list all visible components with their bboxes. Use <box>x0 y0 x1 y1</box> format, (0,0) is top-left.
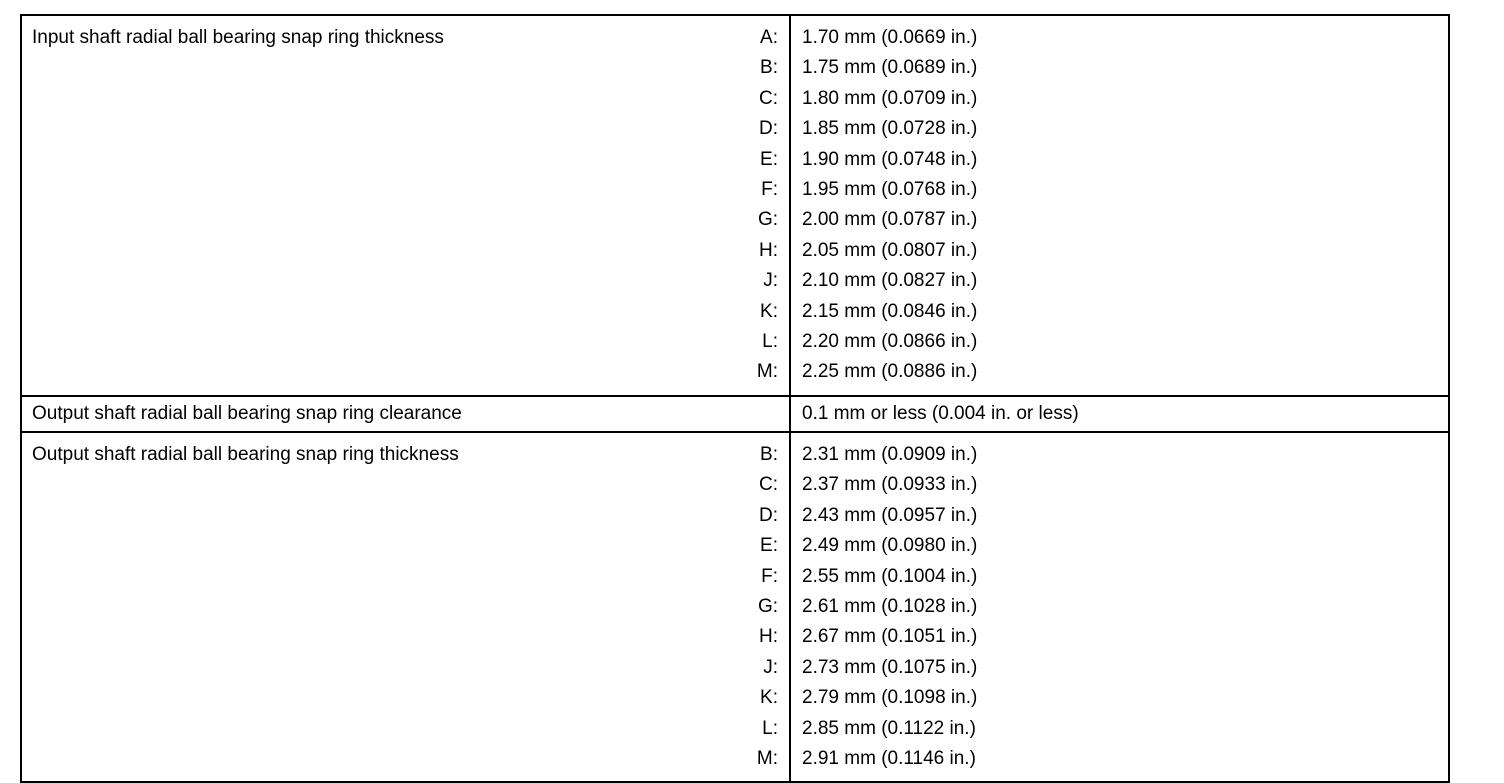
size-code: J: <box>763 270 778 292</box>
size-code: D: <box>759 504 778 526</box>
spec-value-cell <box>790 396 1449 432</box>
spec-value-cell <box>790 15 1449 396</box>
size-code: B: <box>760 57 778 79</box>
size-value: 2.05 mm (0.0807 in.) <box>802 239 978 261</box>
size-value: 2.79 mm (0.1098 in.) <box>802 687 978 709</box>
size-code: A: <box>760 27 778 48</box>
size-value-list <box>791 433 1448 781</box>
size-value: 2.10 mm (0.0827 in.) <box>802 270 978 292</box>
table-row-output-shaft-thickness <box>21 432 1449 782</box>
size-code-list <box>22 16 789 395</box>
size-code: C: <box>759 87 778 109</box>
size-value: 2.67 mm (0.1051 in.) <box>802 626 978 648</box>
size-value: 2.20 mm (0.0866 in.) <box>802 330 978 352</box>
size-value: 1.80 mm (0.0709 in.) <box>802 87 978 109</box>
spec-name-cell <box>21 15 790 396</box>
size-value: 2.25 mm (0.0886 in.) <box>802 361 978 383</box>
size-value: 1.95 mm (0.0768 in.) <box>802 178 978 200</box>
spec-name: Input shaft radial ball bearing snap ring thickness <box>32 27 444 48</box>
size-code: K: <box>760 300 778 322</box>
spec-table <box>20 14 1450 783</box>
size-code: F: <box>761 565 778 587</box>
size-code: J: <box>763 656 778 678</box>
clearance-value: 0.1 mm or less (0.004 in. or less) <box>802 402 1079 424</box>
size-value: 2.55 mm (0.1004 in.) <box>802 565 978 587</box>
size-code: M: <box>756 361 778 383</box>
table-row-output-shaft-clearance <box>21 396 1449 432</box>
size-code: E: <box>760 535 778 557</box>
size-value: 2.37 mm (0.0933 in.) <box>802 474 978 496</box>
size-code: K: <box>760 687 778 709</box>
size-value: 2.91 mm (0.1146 in.) <box>802 747 976 769</box>
size-code: B: <box>760 444 778 466</box>
size-code: H: <box>759 626 778 648</box>
size-value-list <box>791 16 1448 395</box>
size-value: 2.15 mm (0.0846 in.) <box>802 300 978 322</box>
size-value: 2.61 mm (0.1028 in.) <box>802 596 978 618</box>
size-code: G: <box>757 209 778 231</box>
size-value: 2.73 mm (0.1075 in.) <box>802 656 978 678</box>
size-code: H: <box>759 239 778 261</box>
size-code-list <box>22 433 789 781</box>
size-code: M: <box>756 747 778 769</box>
size-code: C: <box>759 474 778 496</box>
size-value: 2.43 mm (0.0957 in.) <box>802 504 978 526</box>
spec-value-cell <box>790 432 1449 782</box>
size-code: L: <box>762 330 778 352</box>
size-code: E: <box>760 148 778 170</box>
size-code: L: <box>762 717 778 739</box>
spec-name: Output shaft radial ball bearing snap ring clearance <box>32 402 462 424</box>
size-code: G: <box>757 596 778 618</box>
size-code: F: <box>761 178 778 200</box>
size-value: 2.49 mm (0.0980 in.) <box>802 535 978 557</box>
size-value: 1.70 mm (0.0669 in.) <box>802 27 978 48</box>
size-value: 2.31 mm (0.0909 in.) <box>802 444 978 466</box>
size-value: 1.90 mm (0.0748 in.) <box>802 148 978 170</box>
spec-name-cell <box>21 432 790 782</box>
size-value: 2.00 mm (0.0787 in.) <box>802 209 978 231</box>
size-value: 1.85 mm (0.0728 in.) <box>802 118 978 140</box>
table-row-input-shaft-thickness <box>21 15 1449 396</box>
size-value: 1.75 mm (0.0689 in.) <box>802 57 978 79</box>
spec-name: Output shaft radial ball bearing snap ring thickness <box>32 444 459 466</box>
size-value: 2.85 mm (0.1122 in.) <box>802 717 976 739</box>
size-code: D: <box>759 118 778 140</box>
spec-name-cell <box>21 396 790 432</box>
